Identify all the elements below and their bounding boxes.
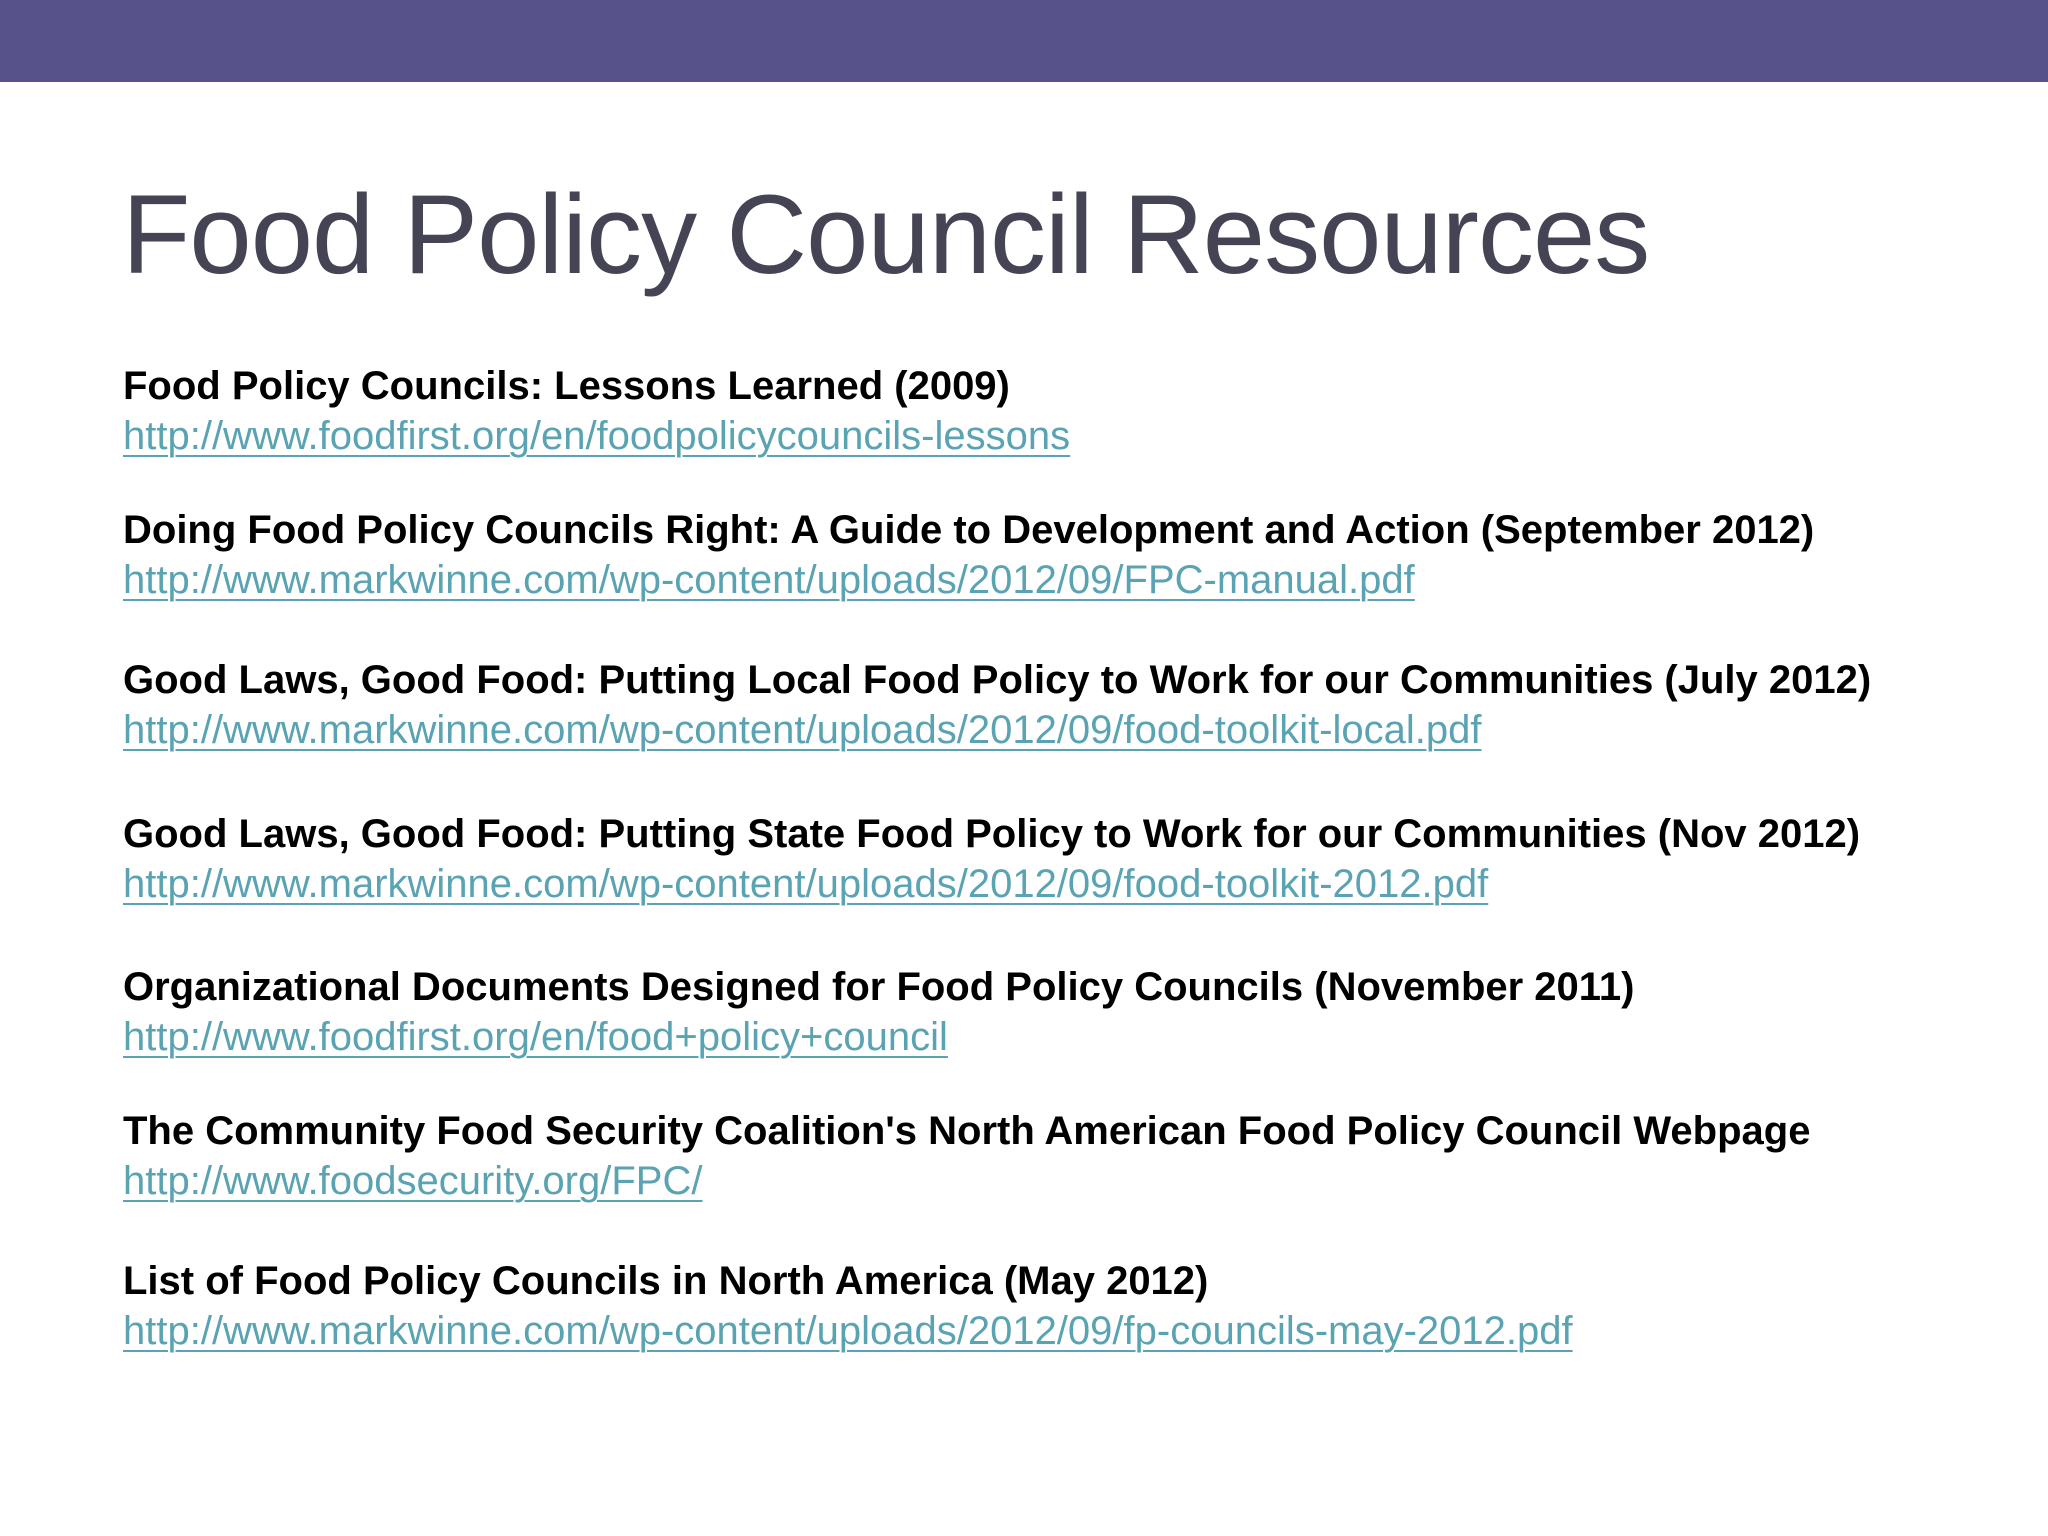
resource-link[interactable]: http://www.foodsecurity.org/FPC/ [123, 1159, 703, 1203]
resource-item [123, 962, 2023, 1062]
resource-link[interactable]: http://www.foodfirst.org/en/food+policy+council [123, 1015, 948, 1059]
resource-link[interactable]: http://www.markwinne.com/wp-content/uploads/2012/09/fp-councils-may-2012.pdf [123, 1309, 1573, 1353]
page-title: Food Policy Council Resources [122, 172, 1650, 297]
resource-item [123, 655, 2023, 755]
resource-title: Food Policy Councils: Lessons Learned (2009) [123, 364, 1010, 408]
resource-item [123, 1256, 2023, 1356]
header-accent-bar [0, 0, 2048, 82]
resource-title: Organizational Documents Designed for Food Policy Councils (November 2011) [123, 965, 1635, 1009]
resource-title: List of Food Policy Councils in North America (May 2012) [123, 1259, 1209, 1303]
resource-link[interactable]: http://www.markwinne.com/wp-content/uploads/2012/09/food-toolkit-2012.pdf [123, 862, 1489, 906]
resource-item [123, 1106, 2023, 1206]
resource-item [123, 361, 2023, 461]
resource-item [123, 505, 2023, 605]
resource-link[interactable]: http://www.markwinne.com/wp-content/uploads/2012/09/food-toolkit-local.pdf [123, 708, 1482, 752]
resource-title: Good Laws, Good Food: Putting State Food Policy to Work for our Communities (Nov 2012) [123, 812, 1861, 856]
resource-item [123, 809, 2023, 909]
resource-title: Good Laws, Good Food: Putting Local Food Policy to Work for our Communities (July 2012) [123, 658, 1872, 702]
resource-title: The Community Food Security Coalition's North American Food Policy Council Webpage [123, 1109, 1811, 1153]
resource-title: Doing Food Policy Councils Right: A Guide to Development and Action (September 2012) [123, 508, 1815, 552]
resource-link[interactable]: http://www.markwinne.com/wp-content/uploads/2012/09/FPC-manual.pdf [123, 558, 1415, 602]
resource-link[interactable]: http://www.foodfirst.org/en/foodpolicycouncils-lessons [123, 414, 1071, 458]
